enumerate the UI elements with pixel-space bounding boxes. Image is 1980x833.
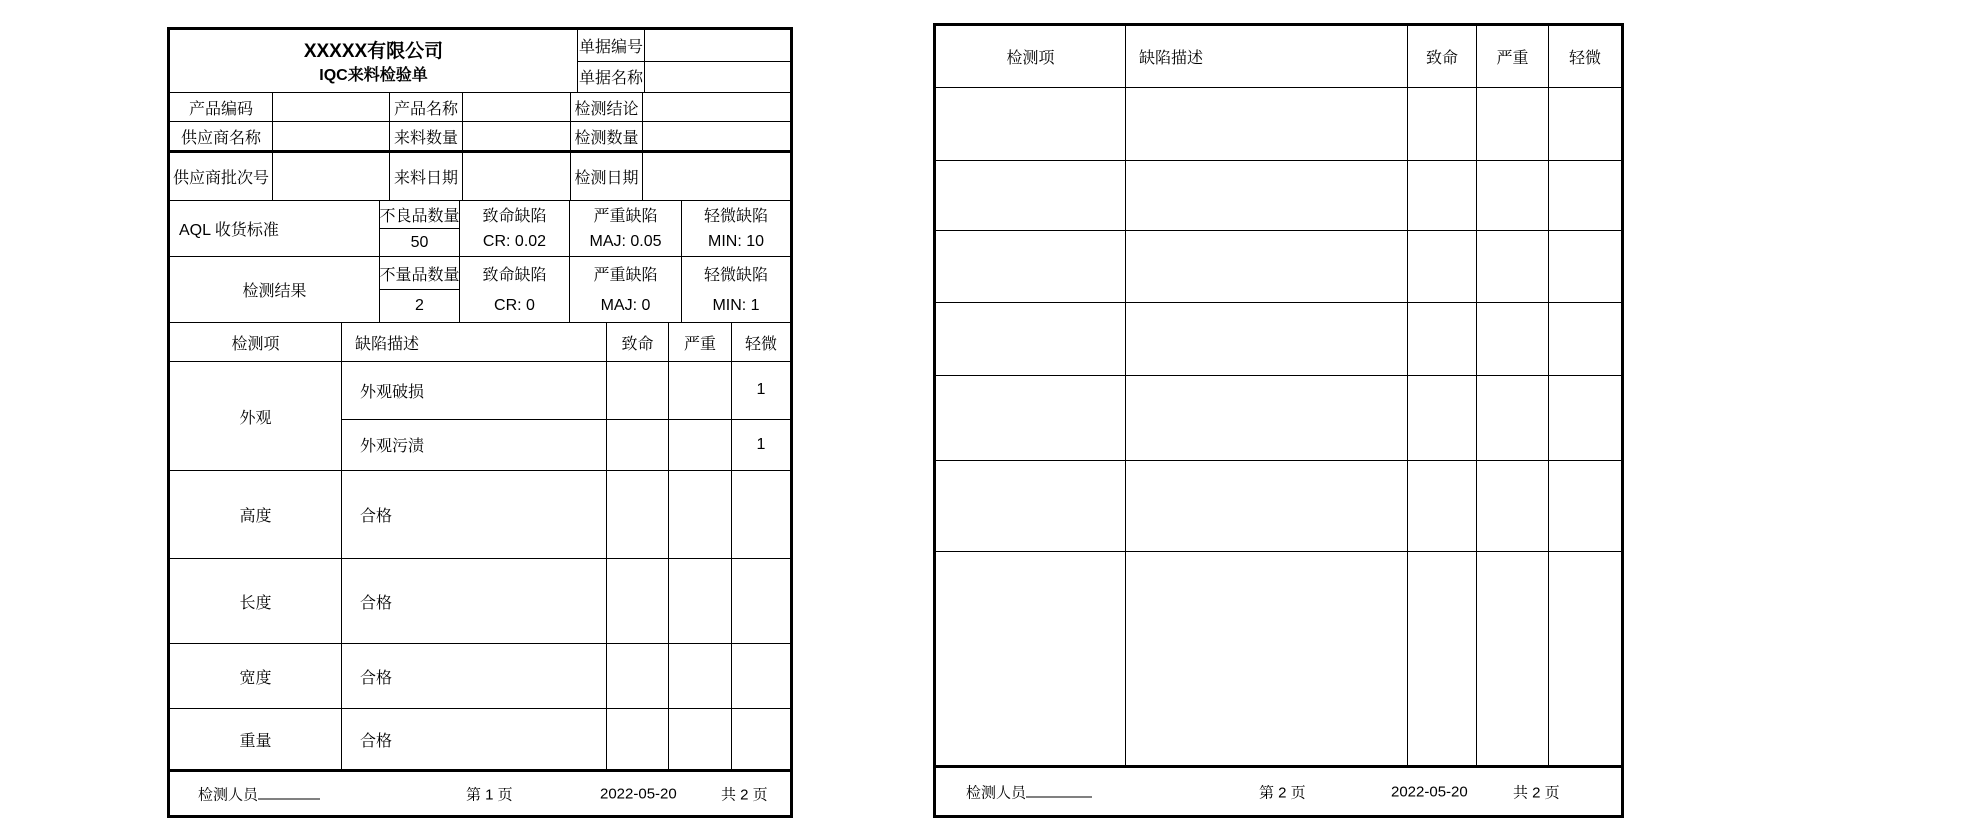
- info-row-supplier: [170, 122, 790, 153]
- desc-cell: [1126, 376, 1408, 460]
- result-minor-value: MIN: 1: [712, 296, 760, 314]
- col-header-minor: 轻微: [1568, 50, 1601, 67]
- incoming-qty-label: 来料数量: [390, 122, 463, 150]
- desc-cell: [1126, 88, 1408, 160]
- signature-line[interactable]: [1026, 783, 1092, 797]
- desc-cell: [1126, 461, 1408, 551]
- page-2: [933, 23, 1624, 818]
- empty-table-row: [936, 376, 1621, 461]
- title-block: [170, 30, 578, 92]
- col-header-minor: 轻微: [744, 335, 777, 353]
- product-code-label: 产品编码: [170, 93, 273, 121]
- empty-table-row: [936, 231, 1621, 303]
- major-cell: [1477, 461, 1549, 551]
- item-group-appearance: [170, 362, 790, 471]
- items-table-header: [936, 26, 1621, 88]
- major-count-cell: [669, 420, 732, 470]
- company-name: XXXXX有限公司: [303, 40, 444, 62]
- major-cell: [1477, 231, 1549, 302]
- minor-cell: [1549, 552, 1621, 765]
- aql-minor-col: [682, 201, 790, 256]
- major-cell: [1477, 376, 1549, 460]
- col-header-item: 检测项: [170, 323, 342, 361]
- col-header-critical: 致命: [1408, 26, 1477, 87]
- supplier-batch-label: 供应商批次号: [170, 153, 273, 200]
- col-header-major: 严重: [1477, 26, 1549, 87]
- inspector-signature: [198, 783, 320, 804]
- item-group-weight: [170, 709, 790, 772]
- item-name: 宽度: [170, 644, 342, 708]
- defect-row: [342, 644, 790, 708]
- minor-count-cell: [732, 709, 790, 769]
- inspection-qty-value-cell[interactable]: [643, 122, 790, 150]
- minor-cell: [1549, 461, 1621, 551]
- aql-major-header: 严重缺陷: [593, 208, 658, 226]
- critical-cell: [1408, 231, 1477, 302]
- critical-cell: [1408, 88, 1477, 160]
- footer-date: 2022-05-20: [600, 785, 677, 802]
- item-name: 外观: [170, 362, 342, 470]
- result-defective-qty-col: [380, 257, 460, 322]
- defect-row: [342, 420, 790, 470]
- result-defective-qty-header: 不量品数量: [380, 257, 459, 290]
- desc-cell: [1126, 231, 1408, 302]
- inspection-date-value-cell[interactable]: [643, 153, 790, 200]
- critical-count-cell: [607, 709, 669, 769]
- item-name: 高度: [170, 471, 342, 558]
- minor-cell: [1549, 303, 1621, 375]
- doc-no-value-cell[interactable]: [645, 30, 790, 61]
- page1-footer: [170, 772, 790, 815]
- critical-cell: [1408, 161, 1477, 230]
- aql-standard-block: [170, 201, 790, 257]
- result-major-header: 严重缺陷: [593, 266, 658, 284]
- result-defective-qty-value: 2: [415, 297, 424, 314]
- col-header-desc: 缺陷描述: [1126, 26, 1408, 87]
- result-major-value: MAJ: 0: [600, 296, 651, 314]
- info-row-product: [170, 93, 790, 122]
- defect-desc: 合格: [342, 559, 607, 643]
- page2-footer: [936, 768, 1621, 815]
- critical-count-cell: [607, 471, 669, 558]
- empty-table-row: [936, 88, 1621, 161]
- item-name: 重量: [170, 709, 342, 769]
- minor-cell: [1549, 231, 1621, 302]
- col-header-critical: 致命: [607, 323, 669, 361]
- defect-desc: 合格: [342, 644, 607, 708]
- defect-desc: 外观破损: [342, 362, 607, 419]
- defect-row: [342, 559, 790, 643]
- product-name-label: 产品名称: [390, 93, 463, 121]
- product-code-value-cell[interactable]: [273, 93, 390, 121]
- inspector-label: 检测人员: [966, 784, 1027, 801]
- aql-critical-col: [460, 201, 570, 256]
- inspection-conclusion-label: 检测结论: [571, 93, 643, 121]
- aql-defective-qty-value: 50: [410, 233, 429, 251]
- item-group-length: [170, 559, 790, 644]
- doc-name-row: [578, 62, 790, 93]
- supplier-name-label: 供应商名称: [170, 122, 273, 150]
- empty-table-row: [936, 552, 1621, 768]
- major-cell: [1477, 303, 1549, 375]
- item-cell: [936, 231, 1126, 302]
- doc-no-row: [578, 30, 790, 62]
- major-cell: [1477, 88, 1549, 160]
- minor-count-cell: [732, 644, 790, 708]
- critical-count-cell: [607, 644, 669, 708]
- critical-cell: [1408, 376, 1477, 460]
- major-cell: [1477, 552, 1549, 765]
- footer-date: 2022-05-20: [1391, 783, 1468, 800]
- result-critical-col: [460, 257, 570, 322]
- inspector-label: 检测人员: [198, 786, 259, 803]
- empty-table-row: [936, 161, 1621, 231]
- item-cell: [936, 161, 1126, 230]
- doc-name-label: 单据名称: [578, 62, 645, 93]
- incoming-qty-value-cell[interactable]: [463, 122, 571, 150]
- page1-header-block: [170, 30, 790, 93]
- defect-desc: 合格: [342, 471, 607, 558]
- doc-fields: [578, 30, 790, 92]
- incoming-date-value-cell[interactable]: [463, 153, 571, 200]
- inspection-date-label: 检测日期: [571, 153, 643, 200]
- total-pages: 共 2 页: [1513, 784, 1560, 801]
- inspector-signature: [966, 781, 1092, 802]
- critical-count-cell: [607, 420, 669, 470]
- defect-desc: 合格: [342, 709, 607, 769]
- inspection-conclusion-value-cell[interactable]: [643, 93, 790, 121]
- result-critical-header: 致命缺陷: [482, 266, 547, 284]
- supplier-batch-value-cell[interactable]: [273, 153, 390, 200]
- item-cell: [936, 376, 1126, 460]
- aql-minor-value: MIN: 10: [707, 233, 764, 251]
- minor-count-cell: [732, 471, 790, 558]
- inspection-result-label: 检测结果: [170, 257, 380, 322]
- form-title: IQC来料检验单: [319, 66, 428, 84]
- incoming-date-label: 来料日期: [390, 153, 463, 200]
- defect-row: [342, 709, 790, 769]
- page-number: 第 1 页: [466, 786, 513, 803]
- item-cell: [936, 552, 1126, 765]
- doc-name-value-cell[interactable]: [645, 62, 790, 93]
- signature-line[interactable]: [258, 785, 320, 799]
- major-count-cell: [669, 644, 732, 708]
- page-1: [167, 27, 793, 818]
- desc-cell: [1126, 303, 1408, 375]
- minor-count-cell: 1: [756, 381, 766, 399]
- aql-standard-label: AQL 收货标准: [170, 201, 380, 256]
- defect-row: [342, 471, 790, 558]
- minor-count-cell: 1: [756, 435, 766, 453]
- major-count-cell: [669, 362, 732, 419]
- inspection-qty-label: 检测数量: [571, 122, 643, 150]
- page-number: 第 2 页: [1259, 784, 1306, 801]
- result-critical-value: CR: 0: [494, 296, 535, 314]
- major-cell: [1477, 161, 1549, 230]
- product-name-value-cell[interactable]: [463, 93, 571, 121]
- result-minor-col: [682, 257, 790, 322]
- item-cell: [936, 88, 1126, 160]
- item-cell: [936, 461, 1126, 551]
- item-group-width: [170, 644, 790, 709]
- minor-cell: [1549, 161, 1621, 230]
- critical-cell: [1408, 303, 1477, 375]
- major-count-cell: [669, 709, 732, 769]
- minor-count-cell: [732, 559, 790, 643]
- item-cell: [936, 303, 1126, 375]
- aql-minor-header: 轻微缺陷: [703, 208, 768, 226]
- major-count-cell: [669, 471, 732, 558]
- col-header-major: 严重: [669, 323, 732, 361]
- desc-cell: [1126, 552, 1408, 765]
- critical-count-cell: [607, 362, 669, 419]
- critical-count-cell: [607, 559, 669, 643]
- item-name: 长度: [170, 559, 342, 643]
- result-minor-header: 轻微缺陷: [703, 266, 768, 284]
- empty-table-row: [936, 303, 1621, 376]
- critical-cell: [1408, 552, 1477, 765]
- aql-critical-header: 致命缺陷: [482, 208, 547, 226]
- supplier-name-value-cell[interactable]: [273, 122, 390, 150]
- aql-major-value: MAJ: 0.05: [589, 233, 662, 251]
- critical-cell: [1408, 461, 1477, 551]
- col-header-item: 检测项: [936, 26, 1126, 87]
- result-major-col: [570, 257, 682, 322]
- empty-table-row: [936, 461, 1621, 552]
- desc-cell: [1126, 161, 1408, 230]
- defect-row: [342, 362, 790, 420]
- aql-defective-qty-col: [380, 201, 460, 256]
- minor-cell: [1549, 88, 1621, 160]
- items-table-header: [170, 323, 790, 362]
- total-pages: 共 2 页: [721, 786, 768, 803]
- doc-no-label: 单据编号: [578, 30, 645, 61]
- aql-defective-qty-header: 不良品数量: [380, 201, 459, 229]
- aql-major-col: [570, 201, 682, 256]
- minor-cell: [1549, 376, 1621, 460]
- aql-critical-value: CR: 0.02: [482, 233, 547, 251]
- col-header-desc: 缺陷描述: [342, 323, 607, 361]
- major-count-cell: [669, 559, 732, 643]
- item-group-height: [170, 471, 790, 559]
- inspection-result-block: [170, 257, 790, 323]
- defect-desc: 外观污渍: [342, 420, 607, 470]
- info-row-batch: [170, 153, 790, 201]
